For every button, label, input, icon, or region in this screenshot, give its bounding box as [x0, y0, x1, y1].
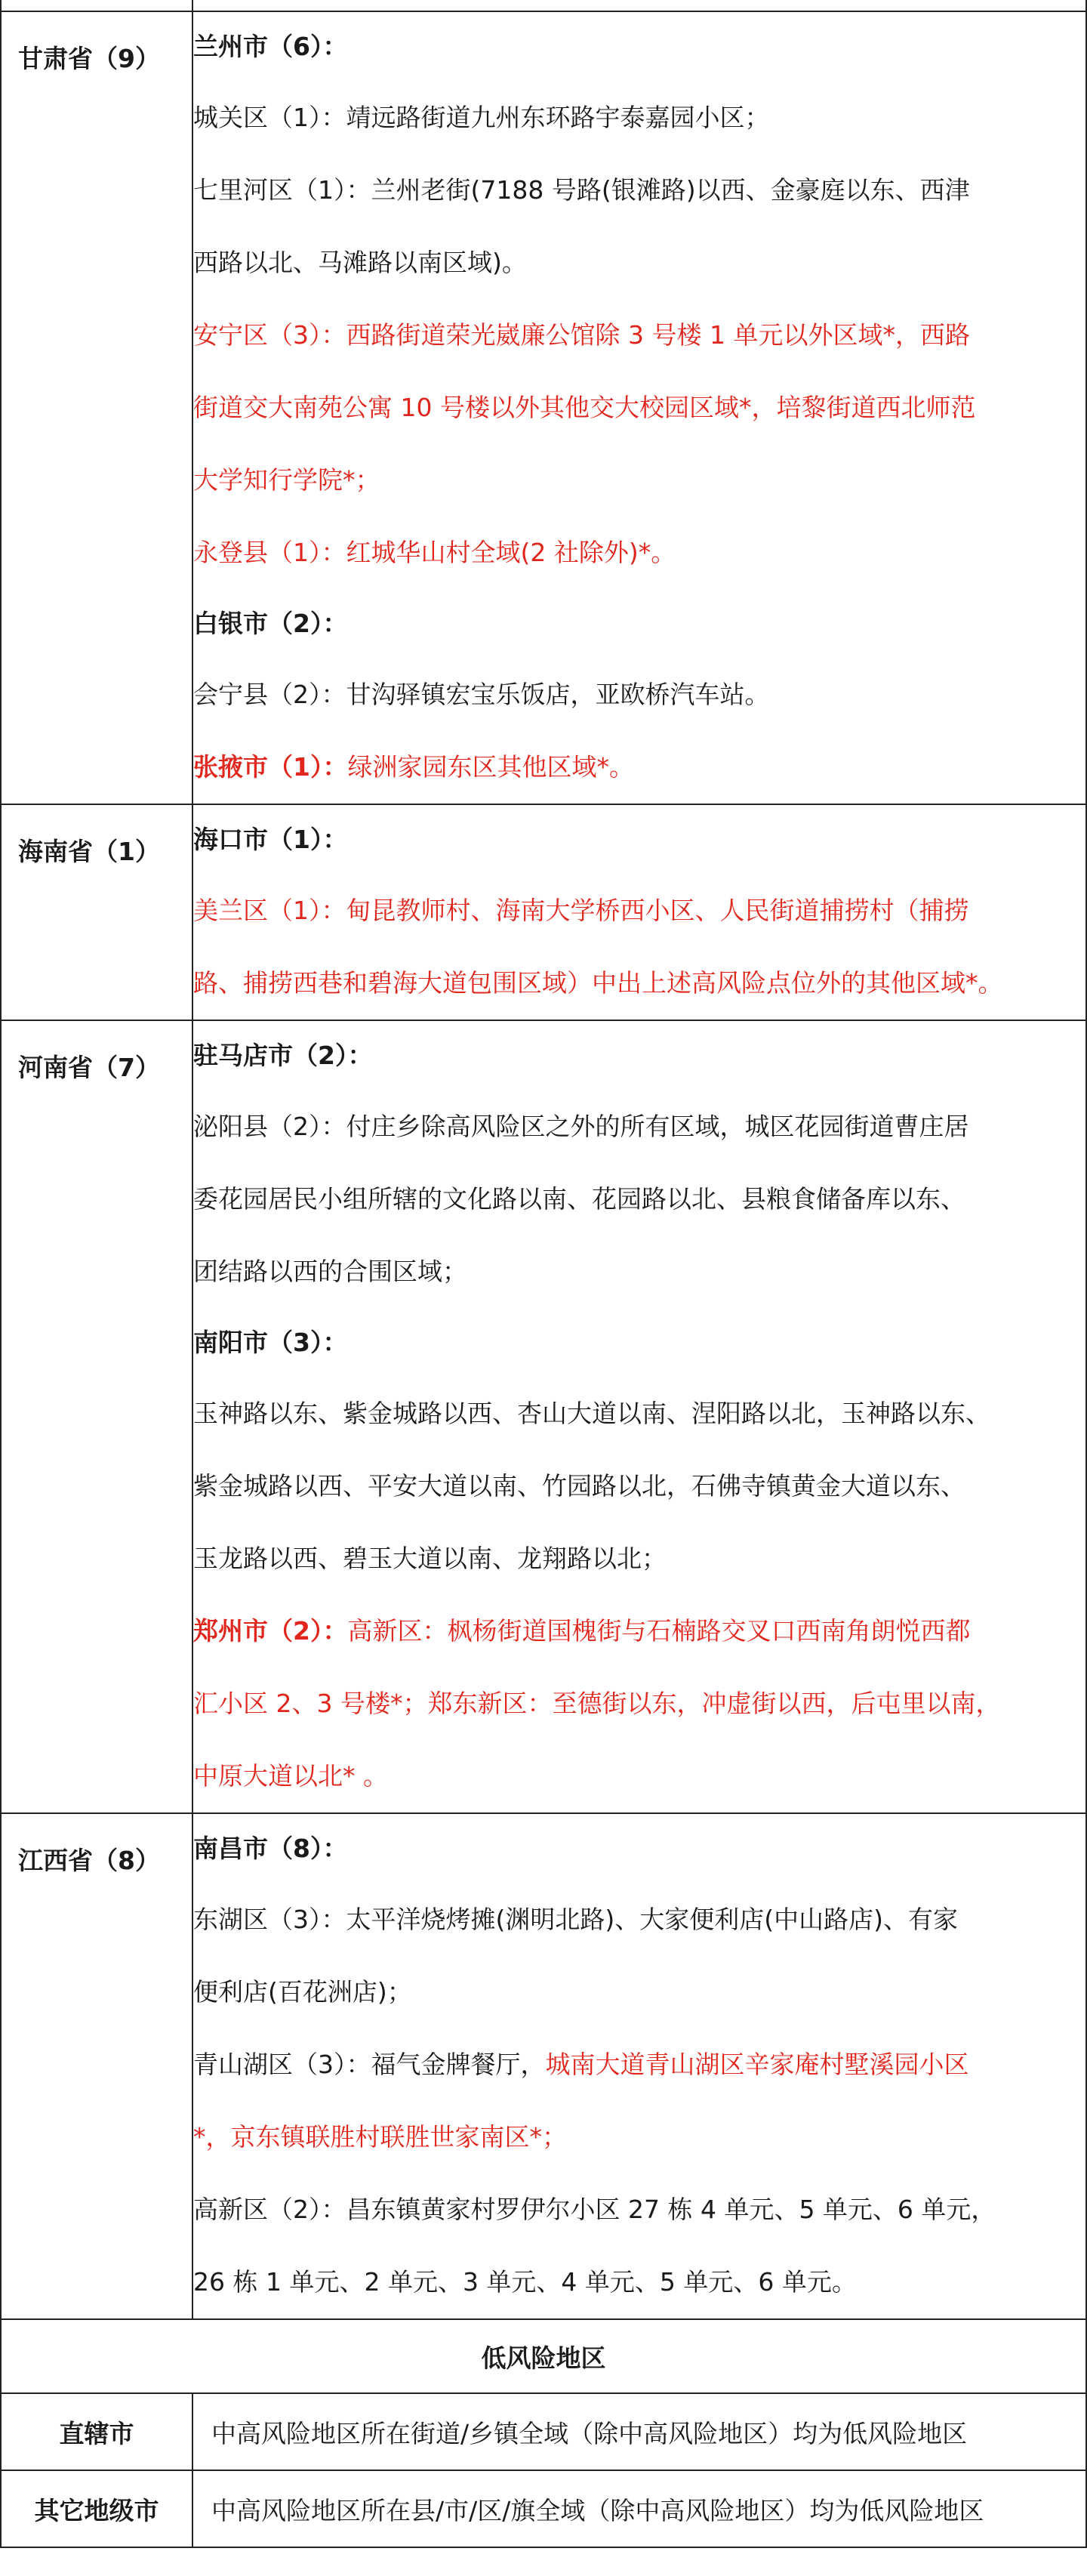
- area-line: 玉龙路以西、碧玉大道以南、龙翔路以北；: [193, 1544, 667, 1573]
- city-heading: 郑州市（2）：: [193, 1616, 348, 1646]
- area-line: 七里河区（1）：兰州老街(7188 号路(银滩路)以西、金豪庭以东、西津: [193, 175, 970, 205]
- province-row: [1, 1813, 1086, 2319]
- city-heading: 驻马店市（2）：: [193, 1041, 373, 1070]
- highlighted-area-line: 大学知行学院*；: [193, 465, 380, 495]
- low-risk-row: [1, 2393, 1086, 2470]
- highlighted-area-line: 美兰区（1）：甸昆教师村、海南大学桥西小区、人民街道捕捞村（捕捞: [193, 896, 969, 925]
- province-areas: [192, 11, 1086, 804]
- province-areas: [192, 1020, 1086, 1813]
- low-risk-label: 其它地级市: [1, 2470, 192, 2547]
- highlighted-area-line: 街道交大南苑公寓 10 号楼以外其他交大校园区域*，培黎街道西北师范: [193, 393, 976, 422]
- low-risk-label: 直辖市: [1, 2393, 192, 2470]
- city-heading: 海口市（1）：: [193, 825, 348, 854]
- area-line: 26 栋 1 单元、2 单元、3 单元、4 单元、5 单元、6 单元。: [193, 2267, 857, 2297]
- province-areas: [192, 1813, 1086, 2319]
- area-line: 委花园居民小组所辖的文化路以南、花园路以北、县粮食储备库以东、: [193, 1184, 965, 1214]
- highlighted-area-line: [193, 1595, 1085, 1667]
- highlighted-area-line: 永登县（1）：红城华山村全域(2 社除外)*。: [193, 538, 676, 567]
- highlighted-area-line: 安宁区（3）：西路街道荣光崴廉公馆除 3 号楼 1 单元以外区域*，西路: [193, 320, 970, 350]
- city-heading: 白银市（2）：: [193, 609, 348, 638]
- province-row: [1, 1020, 1086, 1813]
- area-line: 东湖区（3）：太平洋烧烤摊(渊明北路)、大家便利店(中山路店)、有家: [193, 1905, 958, 1934]
- area-line: 玉神路以东、紫金城路以西、杏山大道以南、涅阳路以北，玉神路以东、: [193, 1399, 990, 1428]
- area-line: 紫金城路以西、平安大道以南、竹园路以北，石佛寺镇黄金大道以东、: [193, 1471, 965, 1501]
- area-line: 便利店(百花洲店)；: [193, 1977, 412, 2007]
- low-risk-section-header: [1, 2319, 1086, 2393]
- area-line: 西路以北、马滩路以南区域)。: [193, 248, 527, 277]
- area-line: 城关区（1）：靖远路街道九州东环路宇泰嘉园小区；: [193, 103, 770, 132]
- province-name: 海南省（1）: [18, 837, 160, 866]
- highlighted-area-text: 城南大道青山湖区辛家庵村墅溪园小区: [545, 2050, 969, 2079]
- highlighted-area-line: [193, 731, 1085, 804]
- highlighted-area-line: 汇小区 2、3 号楼*；郑东新区：至德街以东，冲虚街以西，后屯里以南，: [193, 1689, 1001, 1718]
- city-heading: 张掖市（1）：: [193, 752, 348, 782]
- province-row: [1, 804, 1086, 1020]
- highlighted-area-line: *，京东镇联胜村联胜世家南区*；: [193, 2122, 567, 2152]
- province-name: 江西省（8）: [18, 1846, 160, 1875]
- city-heading: 兰州市（6）：: [193, 32, 348, 61]
- area-line: [193, 2028, 1085, 2101]
- low-risk-text: 中高风险地区所在街道/乡镇全域（除中高风险地区）均为低风险地区: [192, 2393, 1086, 2470]
- highlighted-area-line: 中原大道以北* 。: [193, 1761, 388, 1791]
- highlighted-area-line: 路、捕捞西巷和碧海大道包围区域）中出上述高风险点位外的其他区域*。: [193, 968, 1003, 998]
- province-name: 河南省（7）: [18, 1053, 160, 1082]
- area-line: 高新区（2）：昌东镇黄家村罗伊尔小区 27 栋 4 单元、5 单元、6 单元，: [193, 2195, 996, 2224]
- area-line: 会宁县（2）：甘沟驿镇宏宝乐饭店，亚欧桥汽车站。: [193, 680, 770, 709]
- table-top-strip: [1, 0, 1086, 11]
- area-text: 青山湖区（3）：福气金牌餐厅，: [193, 2050, 546, 2079]
- area-text: 高新区：枫杨街道国槐街与石楠路交叉口西南角朗悦西都: [347, 1616, 971, 1646]
- city-heading: 南阳市（3）：: [193, 1328, 348, 1357]
- province-name: 甘肃省（9）: [18, 44, 160, 73]
- province-row: [1, 11, 1086, 804]
- city-heading: 南昌市（8）：: [193, 1834, 348, 1863]
- section-title: 低风险地区: [1, 2319, 1086, 2393]
- province-areas: [192, 804, 1086, 1020]
- area-text: 绿洲家园东区其他区域*。: [347, 752, 634, 782]
- area-line: 团结路以西的合围区域；: [193, 1257, 467, 1286]
- low-risk-text: 中高风险地区所在县/市/区/旗全域（除中高风险地区）均为低风险地区: [192, 2470, 1086, 2547]
- low-risk-row: [1, 2470, 1086, 2547]
- area-line: 泌阳县（2）：付庄乡除高风险区之外的所有区域，城区花园街道曹庄居: [193, 1112, 969, 1141]
